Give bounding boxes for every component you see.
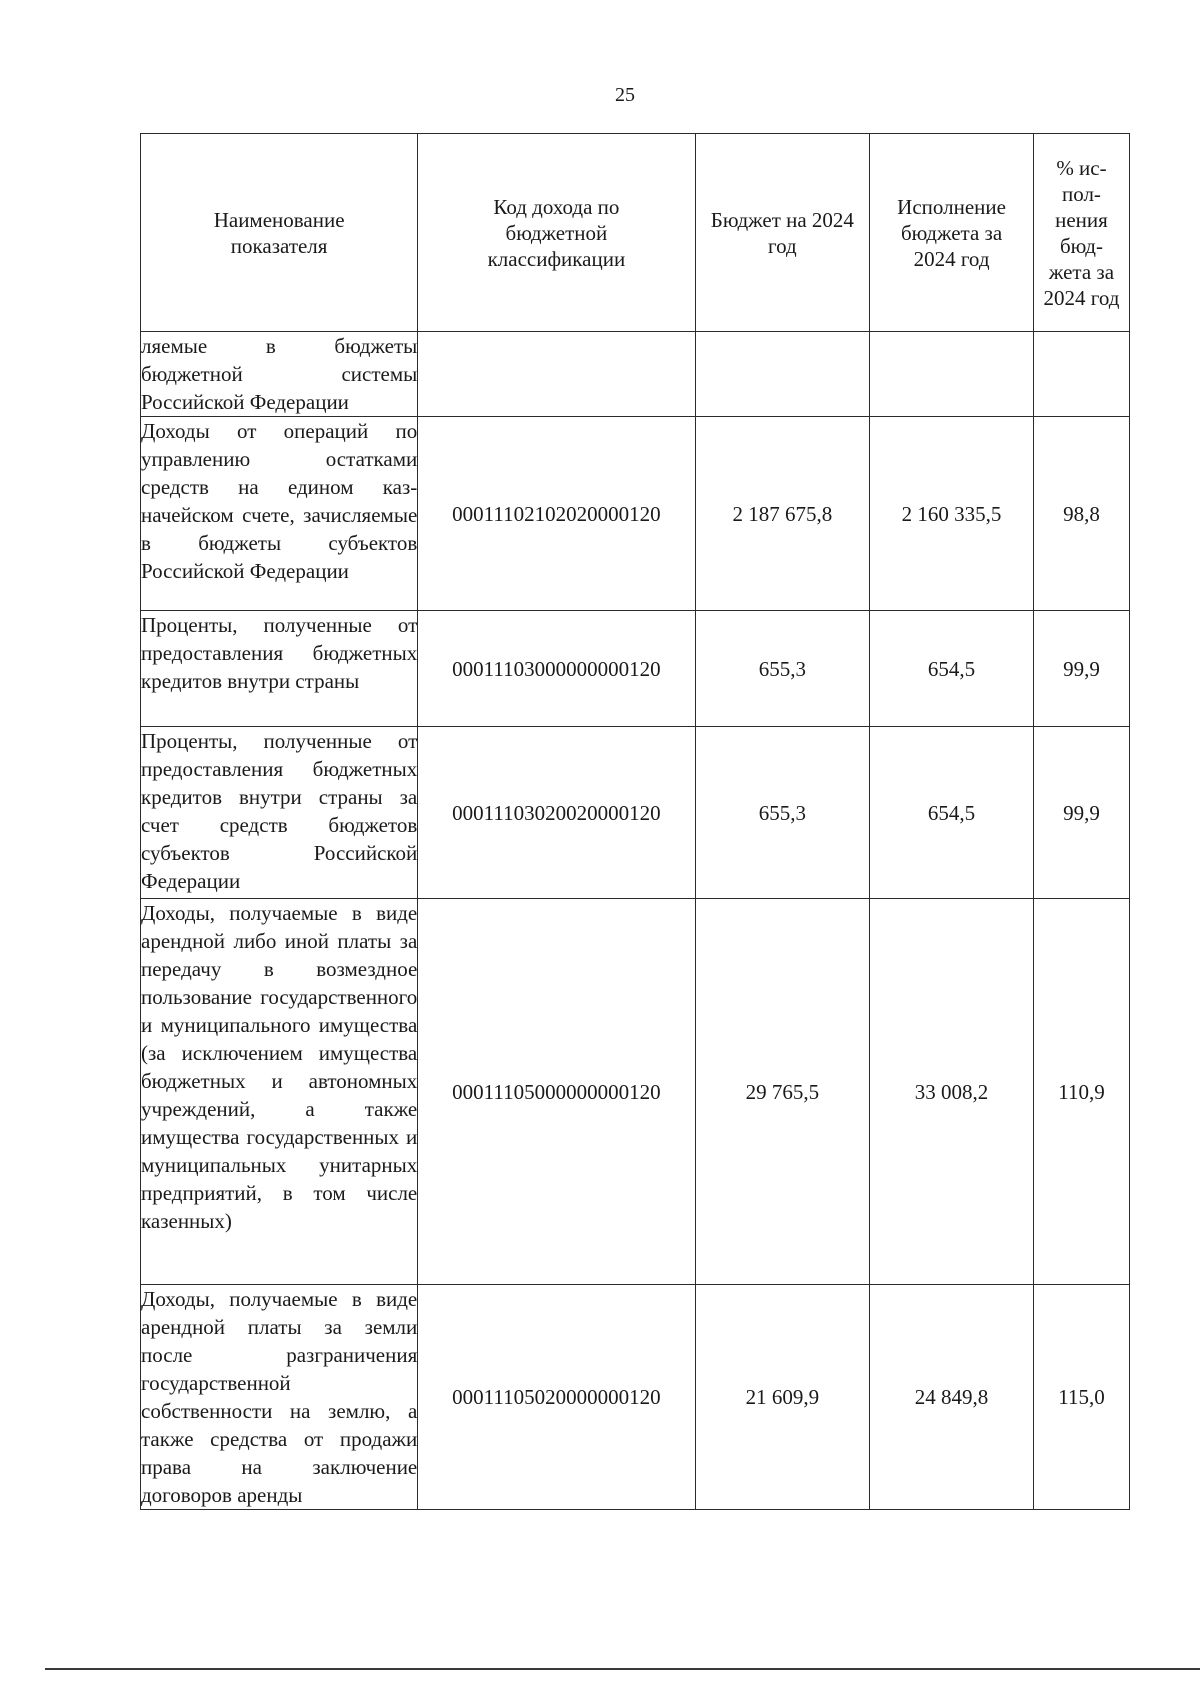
header-percent: % ис-пол-нения бюд-жета за 2024 год: [1033, 134, 1129, 332]
row-percent: 99,9: [1033, 727, 1129, 899]
row-name: Проценты, полученные от предоставления бюджетных кредитов внутри страны: [141, 611, 418, 727]
row-execution: 2 160 335,5: [870, 417, 1034, 611]
table-row: [141, 1285, 1130, 1510]
row-code: 00011103000000000120: [418, 611, 695, 727]
table-header-row: [141, 134, 1130, 332]
row-name: Доходы от операций по управлению остатками средств на едином казначейском счете, зачисляемые в бюджеты субъектов Российской Федерации: [141, 417, 418, 611]
table-row: [141, 727, 1130, 899]
row-budget: [695, 332, 870, 417]
row-percent: 99,9: [1033, 611, 1129, 727]
row-budget: 2 187 675,8: [695, 417, 870, 611]
header-budget: Бюджет на 2024 год: [695, 134, 870, 332]
row-budget: 655,3: [695, 727, 870, 899]
row-budget: 21 609,9: [695, 1285, 870, 1510]
header-execution: Исполнение бюджета за 2024 год: [870, 134, 1034, 332]
row-code: [418, 332, 695, 417]
row-execution: 654,5: [870, 727, 1034, 899]
row-percent: 110,9: [1033, 899, 1129, 1285]
table-row: [141, 611, 1130, 727]
row-name: Проценты, полученные от предоставления бюджетных кредитов внутри страны за счет средств бюджетов субъектов Российской Федерации: [141, 727, 418, 899]
page-number: 25: [615, 84, 635, 106]
row-code: 00011102102020000120: [418, 417, 695, 611]
row-percent: 115,0: [1033, 1285, 1129, 1510]
budget-table: [140, 133, 1130, 1510]
row-code: 00011105000000000120: [418, 899, 695, 1285]
table-row: [141, 417, 1130, 611]
row-code: 00011103020020000120: [418, 727, 695, 899]
table-row: [141, 899, 1130, 1285]
row-name: Доходы, получаемые в виде арендной либо иной платы за передачу в возмездное пользование государственного и муниципального имущества (за исключением имущества бюджетных и автономных учреждений, а также имущества государственных и муниципальных унитарных предприятий, в том числе казенных): [141, 899, 418, 1285]
table-row: [141, 332, 1130, 417]
row-name: Доходы, получаемые в виде арендной платы за земли после разграничения государственной собственности на землю, а также средства от продажи права на заключение договоров аренды: [141, 1285, 418, 1510]
row-percent: [1033, 332, 1129, 417]
row-name: ляемые в бюджеты бюджетной системы Российской Федерации: [141, 332, 418, 417]
header-code: Код дохода по бюджетной классификации: [418, 134, 695, 332]
header-name: Наименование показателя: [141, 134, 418, 332]
row-execution: 654,5: [870, 611, 1034, 727]
row-budget: 29 765,5: [695, 899, 870, 1285]
row-budget: 655,3: [695, 611, 870, 727]
row-execution: 24 849,8: [870, 1285, 1034, 1510]
row-percent: 98,8: [1033, 417, 1129, 611]
bottom-rule: [45, 1668, 1200, 1670]
row-execution: 33 008,2: [870, 899, 1034, 1285]
row-code: 00011105020000000120: [418, 1285, 695, 1510]
row-execution: [870, 332, 1034, 417]
